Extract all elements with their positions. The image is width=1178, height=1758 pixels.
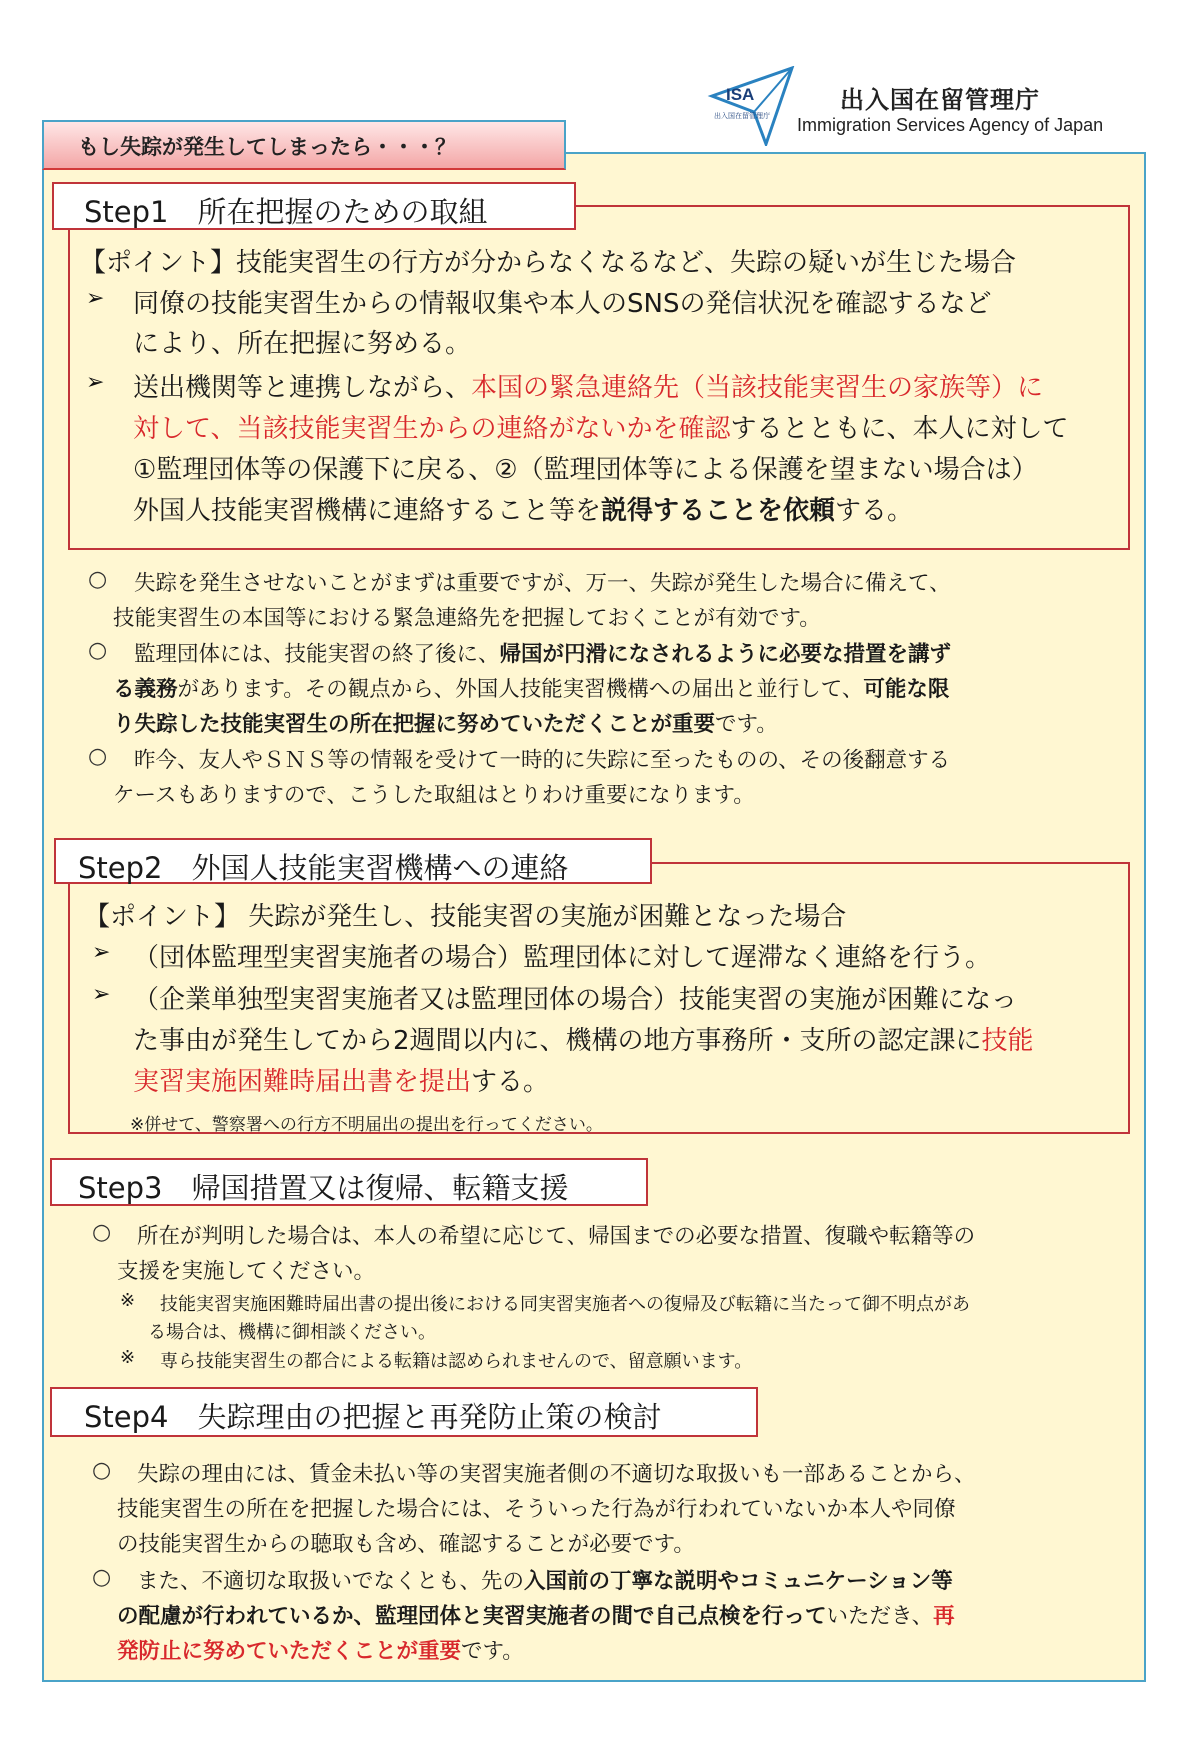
circle-bullet-icon: ○	[88, 638, 108, 663]
agency-name-en: Immigration Services Agency of Japan	[797, 115, 1104, 135]
step2-title: Step2 外国人技能実習機構への連絡	[54, 838, 652, 884]
isa-logo	[706, 66, 796, 146]
step3-p1-line1: 所在が判明した場合は、本人の希望に応じて、帰国までの必要な措置、復職や転籍等の	[137, 1224, 976, 1249]
circle-bullet-icon: ○	[92, 1220, 112, 1245]
logo-subtext: 出入国在留管理庁	[714, 112, 770, 120]
step1-bullet2-line1: 送出機関等と連携しながら、本国の緊急連絡先（当該技能実習生の家族等）に	[133, 373, 1044, 403]
circle-bullet-icon: ○	[92, 1458, 112, 1483]
asterisk-icon: ※	[120, 1347, 136, 1368]
note1-p1-line1: 失踪を発生させないことがまずは重要ですが、万一、失踪が発生した場合に備えて、	[134, 571, 951, 596]
step2-bullet2-line2: た事由が発生してから2週間以内に、機構の地方事務所・支所の認定課に技能	[133, 1026, 1034, 1056]
step4-p1-line2: 技能実習生の所在を把握した場合には、そういった行為が行われていないか本人や同僚	[117, 1497, 956, 1522]
step3-note2: 専ら技能実習生の都合による転籍は認められませんので、留意願います。	[160, 1351, 753, 1372]
note1-p2-line3: り失踪した技能実習生の所在把握に努めていただくことが重要です。	[113, 712, 778, 737]
circle-bullet-icon: ○	[88, 744, 108, 769]
step1-bullet2-line3: ①監理団体等の保護下に戻る、②（監理団体等による保護を望まない場合は）	[133, 455, 1038, 485]
step2-bullet1: （団体監理型実習実施者の場合）監理団体に対して遅滞なく連絡を行う。	[133, 943, 992, 973]
note1-p2-line1: 監理団体には、技能実習の終了後に、帰国が円滑になされるように必要な措置を講ず	[134, 642, 952, 667]
arrow-bullet-icon: ➢	[86, 286, 105, 311]
asterisk-icon: ※	[120, 1290, 136, 1311]
agency-name-jp: 出入国在留管理庁	[840, 86, 1040, 114]
step2-point: 【ポイント】 失踪が発生し、技能実習の実施が困難となった場合	[84, 902, 847, 932]
logo-text: ISA	[726, 85, 755, 104]
step1-bullet1-line2: により、所在把握に努める。	[133, 329, 472, 359]
step4-p2-line1: また、不適切な取扱いでなくとも、先の入国前の丁寧な説明やコミュニケーション等	[137, 1569, 953, 1594]
arrow-bullet-icon: ➢	[92, 940, 111, 965]
step3-p1-line2: 支援を実施してください。	[117, 1259, 376, 1284]
note1-p3-line2: ケースもありますので、こうした取組はとりわけ重要になります。	[113, 783, 755, 808]
step4-p1-line1: 失踪の理由には、賃金未払い等の実習実施者側の不適切な取扱いも一部あることから、	[137, 1462, 976, 1487]
step2-note: ※併せて、警察署への行方不明届出の提出を行ってください。	[130, 1115, 603, 1135]
step3-note1-line2: る場合は、機構に御相談ください。	[148, 1322, 436, 1343]
step1-title: Step1 所在把握のための取組	[52, 182, 576, 230]
arrow-bullet-icon: ➢	[86, 370, 105, 395]
step2-bullet2-line3: 実習実施困難時届出書を提出する。	[133, 1067, 550, 1097]
step4-p1-line3: の技能実習生からの聴取も含め、確認することが必要です。	[117, 1532, 695, 1557]
circle-bullet-icon: ○	[92, 1565, 112, 1590]
step1-bullet2-line4: 外国人技能実習機構に連絡すること等を説得することを依頼する。	[133, 496, 914, 526]
step1-point: 【ポイント】技能実習生の行方が分からなくなるなど、失踪の疑いが生じた場合	[80, 248, 1017, 278]
step4-p2-line2: の配慮が行われているか、監理団体と実習実施者の間で自己点検を行っていただき、再	[117, 1604, 955, 1629]
banner-title: もし失踪が発生してしまったら・・・？	[42, 120, 566, 170]
note1-p1-line2: 技能実習生の本国等における緊急連絡先を把握しておくことが有効です。	[113, 606, 821, 631]
step1-bullet1-line1: 同僚の技能実習生からの情報収集や本人のSNSの発信状況を確認するなど	[133, 289, 992, 319]
step3-title: Step3 帰国措置又は復帰、転籍支援	[50, 1158, 648, 1206]
note1-p3-line1: 昨今、友人やＳＮＳ等の情報を受けて一時的に失踪に至ったものの、その後翻意する	[134, 748, 951, 773]
step1-bullet2-line2: 対して、当該技能実習生からの連絡がないかを確認するとともに、本人に対して	[133, 414, 1069, 444]
step2-bullet2-line1: （企業単独型実習実施者又は監理団体の場合）技能実習の実施が困難になっ	[133, 985, 1018, 1015]
step3-note1-line1: 技能実習実施困難時届出書の提出後における同実習実施者への復帰及び転籍に当たって御不明点があ	[160, 1294, 970, 1315]
arrow-bullet-icon: ➢	[92, 982, 111, 1007]
step4-p2-line3: 発防止に努めていただくことが重要です。	[117, 1639, 524, 1664]
note1-p2-line2: る義務があります。その観点から、外国人技能実習機構への届出と並行して、可能な限	[113, 677, 950, 702]
circle-bullet-icon: ○	[88, 567, 108, 592]
step4-title: Step4 失踪理由の把握と再発防止策の検討	[50, 1387, 758, 1437]
